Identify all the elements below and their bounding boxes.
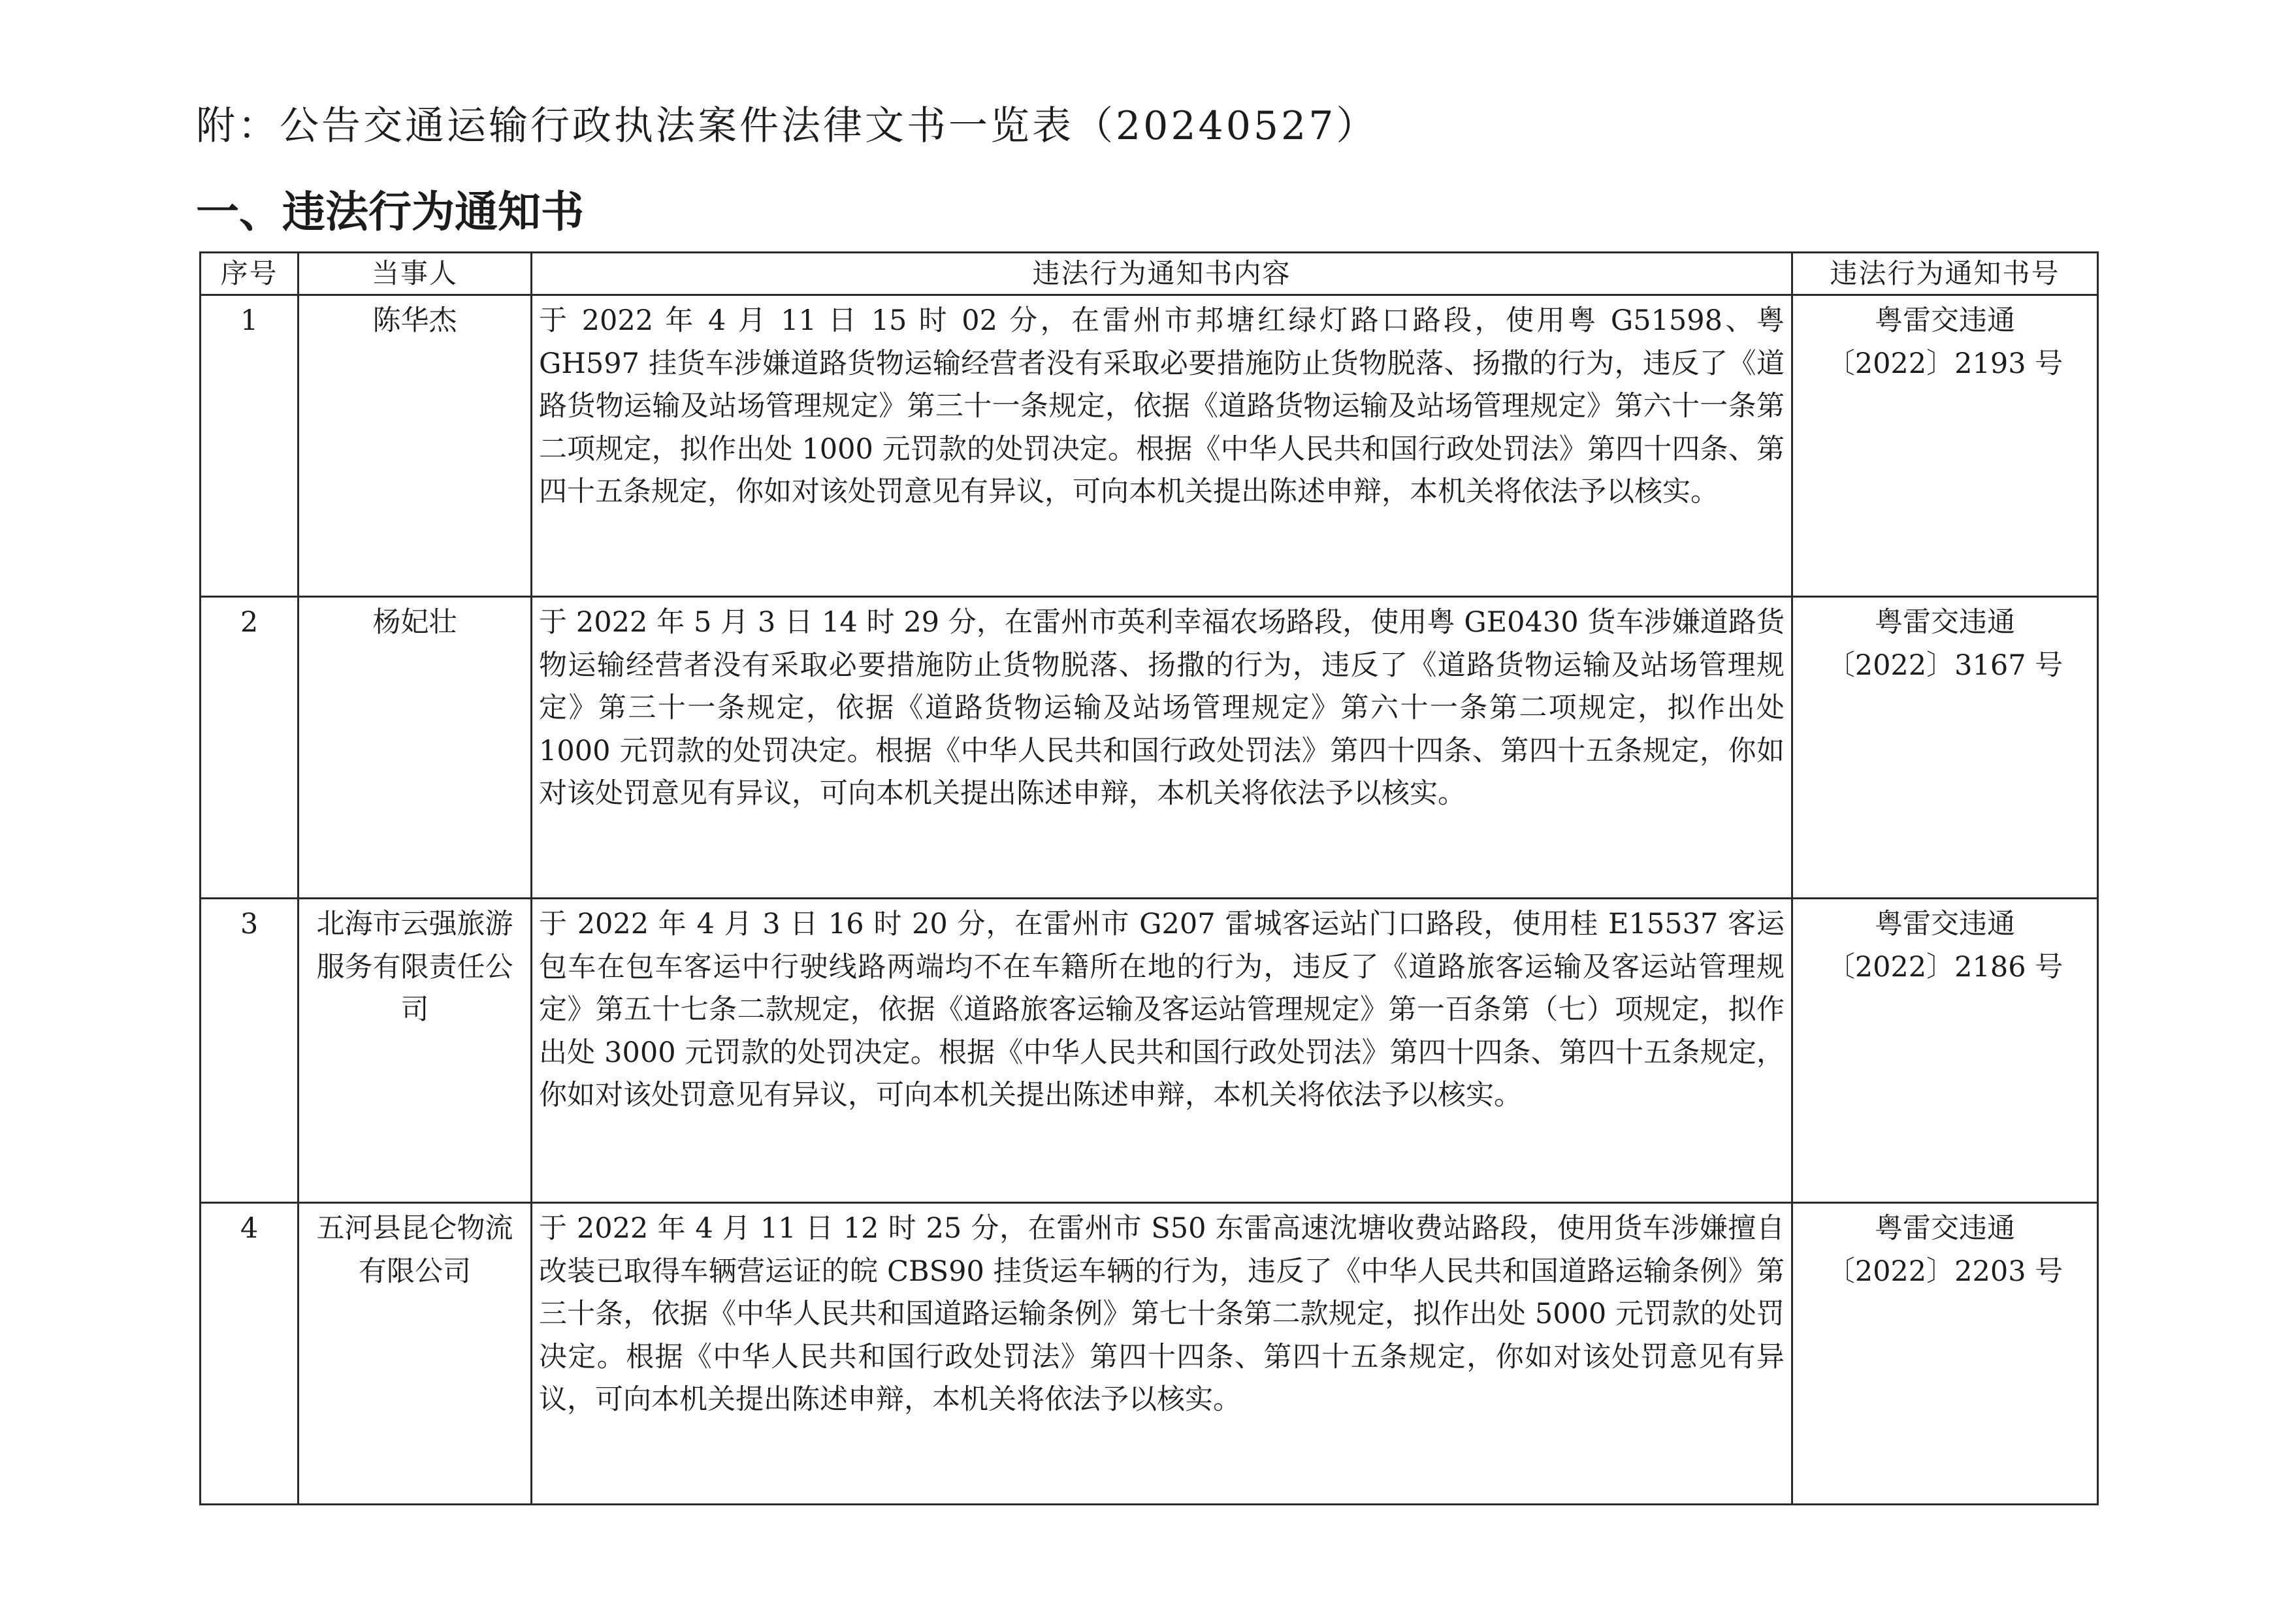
table-row — [201, 899, 2098, 1203]
notice-number — [1792, 295, 2098, 597]
section-heading: 一、违法行为通知书 — [196, 187, 584, 237]
notice-content: 于 2022 年 5 月 3 日 14 时 29 分，在雷州市英利幸福农场路段，使用粤 GE0430 货车涉嫌道路货物运输经营者没有采取必要措施防止货物脱落、扬撒的行为，违反了《道路货物运输及站场管理规定》第三十一条规定，依据《道路货物运输及站场管理规定》第六十一条第二项规定，拟作出处 1000 元罚款的处罚决定。根据《中华人民共和国行政处罚法》第四十四条、第四十五条规定，你如对该处罚意见有异议，可向本机关提出陈述申辩，本机关将依法予以核实。 — [532, 597, 1792, 899]
party-name: 北海市云强旅游服务有限责任公司 — [299, 899, 532, 1203]
notice-number-prefix: 粤雷交违通 — [1875, 304, 2015, 337]
notice-content: 于 2022 年 4 月 3 日 16 时 20 分，在雷州市 G207 雷城客运站门口路段，使用桂 E15537 客运包车在包车客运中行驶线路两端均不在车籍所在地的行为，违反了《道路旅客运输及客运站管理规定》第五十七条二款规定，依据《道路旅客运输及客运站管理规定》第一百条第（七）项规定，拟作出处 3000 元罚款的处罚决定。根据《中华人民共和国行政处罚法》第四十四条、第四十五条规定，你如对该处罚意见有异议，可向本机关提出陈述申辩，本机关将依法予以核实。 — [532, 899, 1792, 1203]
row-number: 4 — [201, 1203, 299, 1505]
table-row — [201, 1203, 2098, 1505]
row-number: 1 — [201, 295, 299, 597]
notice-number — [1792, 597, 2098, 899]
row-number: 3 — [201, 899, 299, 1203]
header-doc-no: 违法行为通知书号 — [1792, 253, 2098, 295]
table-row — [201, 295, 2098, 597]
document-title: 附：公告交通运输行政执法案件法律文书一览表（20240527） — [196, 103, 1378, 149]
notice-number-prefix: 粤雷交违通 — [1875, 1212, 2015, 1245]
header-party: 当事人 — [299, 253, 532, 295]
table-header-row — [201, 253, 2098, 295]
notice-number — [1792, 1203, 2098, 1505]
notice-number-prefix: 粤雷交违通 — [1875, 606, 2015, 639]
row-number: 2 — [201, 597, 299, 899]
header-no: 序号 — [201, 253, 299, 295]
table-row — [201, 597, 2098, 899]
party-name: 陈华杰 — [299, 295, 532, 597]
notice-content: 于 2022 年 4 月 11 日 15 时 02 分，在雷州市邦塘红绿灯路口路段，使用粤 G51598、粤 GH597 挂货车涉嫌道路货物运输经营者没有采取必要措施防止货物脱落、扬撒的行为，违反了《道路货物运输及站场管理规定》第三十一条规定，依据《道路货物运输及站场管理规定》第六十一条第二项规定，拟作出处 1000 元罚款的处罚决定。根据《中华人民共和国行政处罚法》第四十四条、第四十五条规定，你如对该处罚意见有异议，可向本机关提出陈述申辩，本机关将依法予以核实。 — [532, 295, 1792, 597]
notice-number-serial: 〔2022〕2186 号 — [1826, 950, 2063, 984]
party-name: 五河县昆仑物流有限公司 — [299, 1203, 532, 1505]
header-content: 违法行为通知书内容 — [532, 253, 1792, 295]
party-name: 杨妃壮 — [299, 597, 532, 899]
notice-number-serial: 〔2022〕2203 号 — [1826, 1255, 2063, 1288]
notice-number — [1792, 899, 2098, 1203]
notice-number-serial: 〔2022〕3167 号 — [1826, 649, 2063, 682]
notice-number-serial: 〔2022〕2193 号 — [1826, 347, 2063, 380]
violation-notice-table — [199, 251, 2099, 1505]
notice-content: 于 2022 年 4 月 11 日 12 时 25 分，在雷州市 S50 东雷高速沈塘收费站路段，使用货车涉嫌擅自改装已取得车辆营运证的皖 CBS90 挂货运车辆的行为，违反了《中华人民共和国道路运输条例》第三十条，依据《中华人民共和国道路运输条例》第七十条第二款规定，拟作出处 5000 元罚款的处罚决定。根据《中华人民共和国行政处罚法》第四十四条、第四十五条规定，你如对该处罚意见有异议，可向本机关提出陈述申辩，本机关将依法予以核实。 — [532, 1203, 1792, 1505]
notice-number-prefix: 粤雷交违通 — [1875, 908, 2015, 940]
